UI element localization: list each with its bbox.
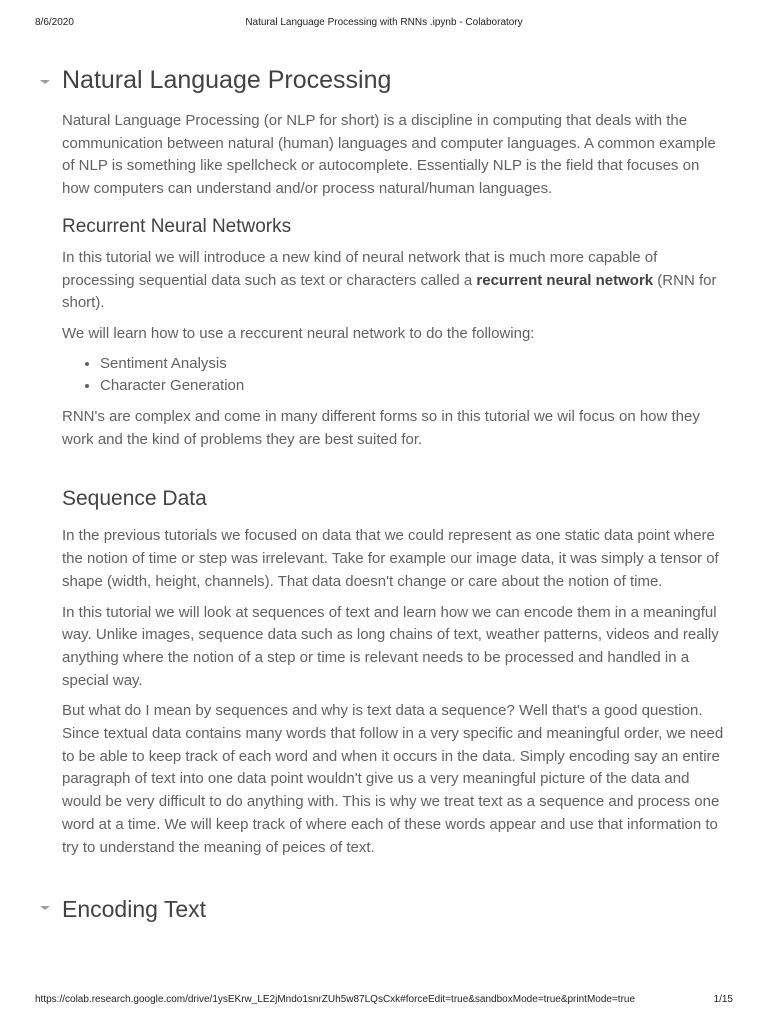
print-page-title: Natural Language Processing with RNNs .ipynb - Colaboratory bbox=[245, 17, 523, 28]
section-title-rnn: Recurrent Neural Networks bbox=[62, 215, 292, 237]
section-title-sequence: Sequence Data bbox=[62, 487, 207, 511]
section-title-nlp: Natural Language Processing bbox=[62, 66, 392, 94]
rnn-intro-text bbox=[62, 247, 728, 315]
nlp-intro-text: Natural Language Processing (or NLP for short) is a discipline in computing that deals with the communication between natural (human) languages and computer languages. A common example of NLP is something like spellcheck or autocomplete. Essentially NLP is the field that focuses on how computers can understand and/or process natural/human languages. bbox=[62, 112, 716, 198]
section-nlp bbox=[62, 62, 728, 201]
print-footer bbox=[0, 994, 768, 1008]
list-item: • Sentiment Analysis bbox=[100, 353, 728, 376]
section-sequence bbox=[62, 485, 728, 859]
rnn-bold-term: recurrent neural network bbox=[476, 271, 654, 289]
rnn-goals-text: We will learn how to use a reccurent neural network to do the following: bbox=[62, 324, 535, 342]
collapse-section-icon[interactable] bbox=[38, 903, 52, 913]
notebook-content bbox=[62, 62, 728, 927]
section-encoding bbox=[62, 891, 728, 927]
sequence-paragraph-1: In the previous tutorials we focused on data that we could represent as one static data point where the notion of time or step was irrelevant. Take for example our image data, it was simply a tensor of shape (width, height, channels). That data doesn't change or care about the notion of time. bbox=[62, 527, 719, 590]
section-rnn bbox=[62, 213, 728, 452]
rnn-summary-text: RNN's are complex and come in many different forms so in this tutorial we wil focus on how they work and the kind of problems they are best suited for. bbox=[62, 408, 700, 448]
print-header bbox=[0, 17, 768, 31]
collapse-section-icon[interactable] bbox=[38, 77, 52, 87]
sequence-paragraph-3: But what do I mean by sequences and why is text data a sequence? Well that's a good question. Since textual data contains many words that follow in a very specific and meaningful order, we need to be able to keep track of each word and when it occurs in the data. Simply encoding say an entire paragraph of text into one data point wouldn't give us a very meaningful picture of the data and would be very difficult to do anything with. This is why we treat text as a sequence and process one word at a time. We will keep track of where each of these words appear and use that information to try to understand the meaning of peices of text. bbox=[62, 702, 724, 856]
rnn-goals-list bbox=[62, 353, 728, 398]
print-url: https://colab.research.google.com/drive/1ysEKrw_LE2jMndo1snrZUh5w87LQsCxk#forceEdit=true&sandboxMode=true&printMode=true bbox=[35, 994, 636, 1005]
print-page-number: 1/15 bbox=[713, 994, 733, 1005]
list-item: • Character Generation bbox=[100, 375, 728, 398]
section-title-encoding: Encoding Text bbox=[62, 896, 207, 923]
sequence-paragraph-2: In this tutorial we will look at sequences of text and learn how we can encode them in a meaningful way. Unlike images, sequence data such as long chains of text, weather patterns, videos and really anything where the notion of a step or time is relevant needs to be processed and handled in a special way. bbox=[62, 603, 719, 689]
rnn-intro-part-end: (RNN for short). bbox=[62, 271, 717, 312]
rnn-intro-part: In this tutorial we will introduce a new kind of neural network that is much more capable of processing sequential data such as text or characters called a bbox=[62, 248, 658, 289]
print-date: 8/6/2020 bbox=[35, 17, 74, 28]
